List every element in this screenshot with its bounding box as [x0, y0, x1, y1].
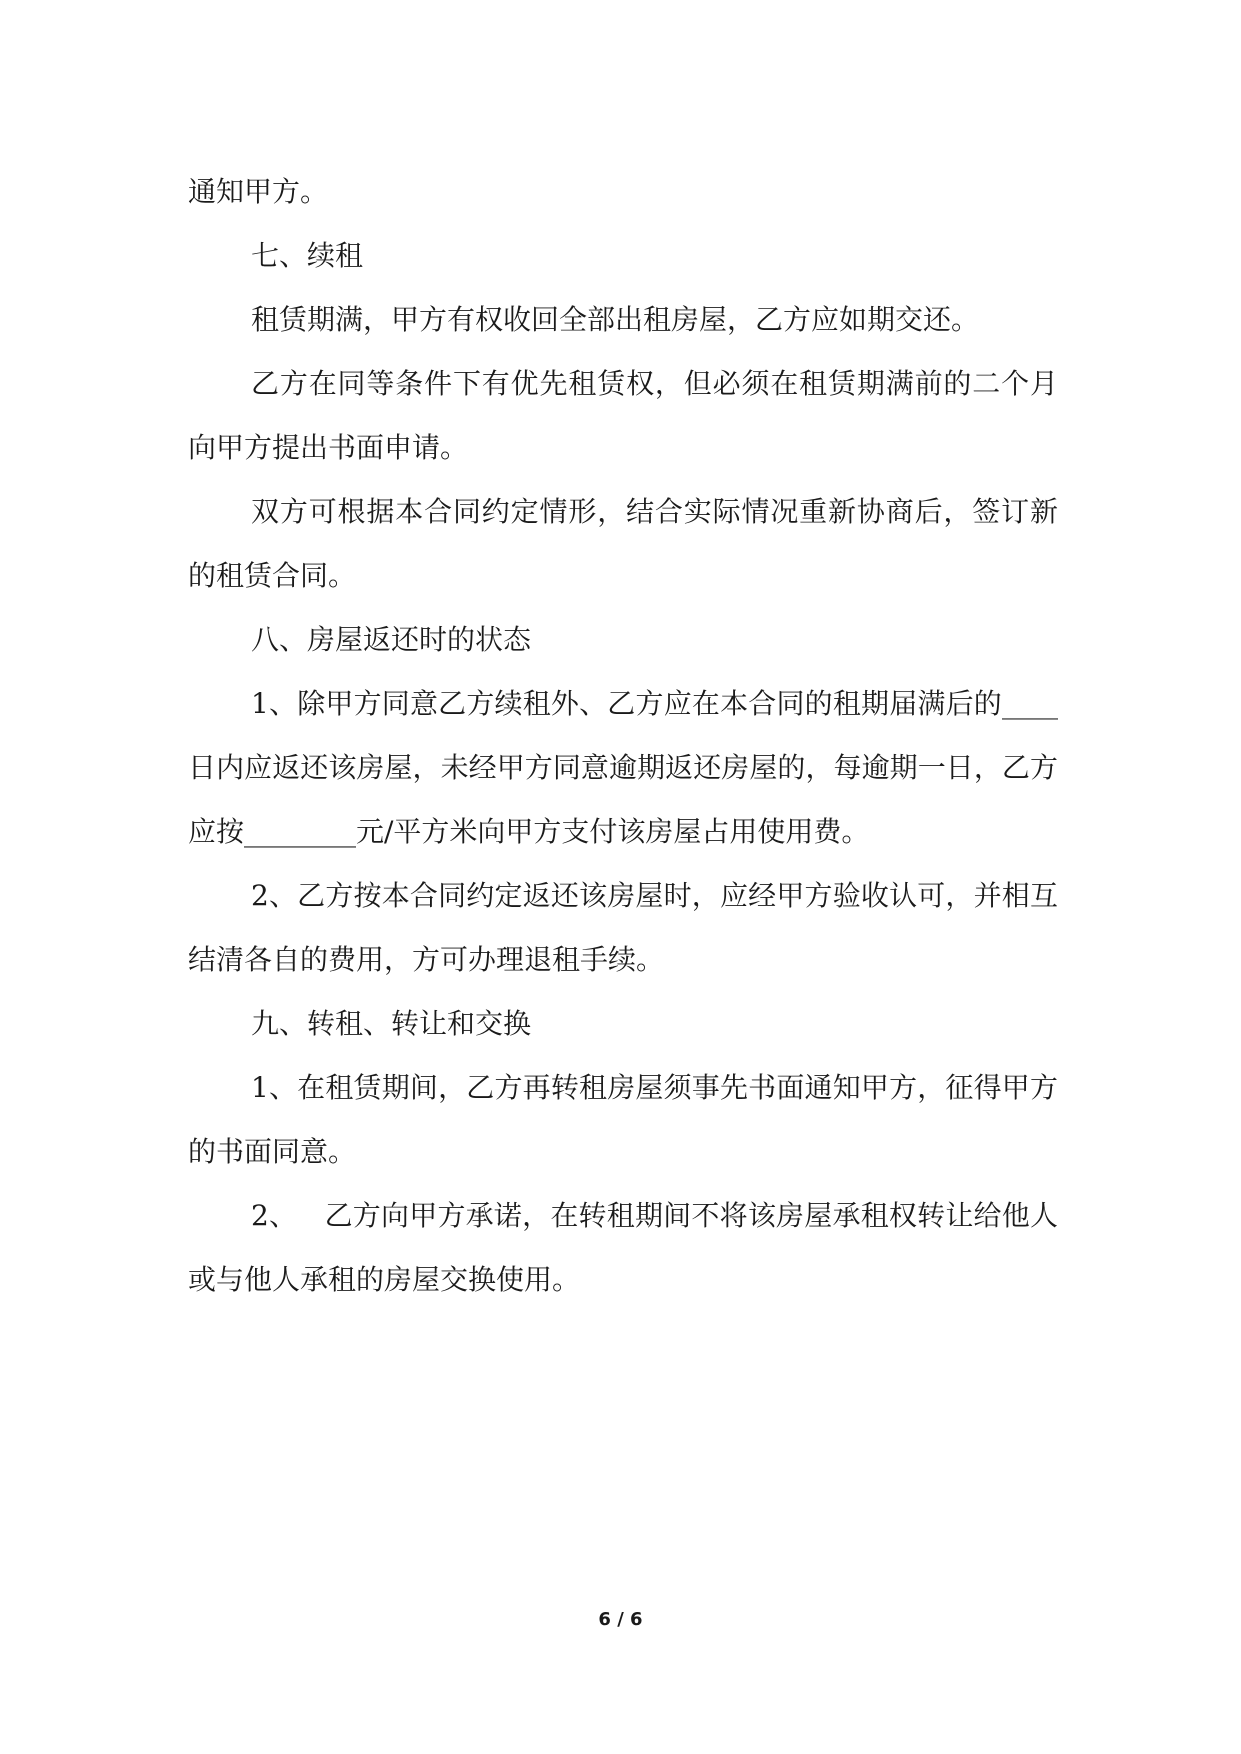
section-heading: 九、转租、转让和交换: [251, 1007, 532, 1040]
page-number: 6 / 6: [598, 1609, 643, 1630]
paragraph: 1、除甲方同意乙方续租外、乙方应在本合同的租期届满后的____日内应返还该房屋，未经甲方同意逾期返还房屋的，每逾期一日，乙方应按________元/平方米向甲方支付该房屋占用使用费。: [188, 687, 1058, 848]
paragraph: 乙方在同等条件下有优先租赁权，但必须在租赁期满前的二个月向甲方提出书面申请。: [188, 367, 1058, 464]
document-body: [188, 160, 1058, 1312]
section-heading: 八、房屋返还时的状态: [251, 623, 532, 656]
section-heading: 七、续租: [251, 239, 364, 272]
paragraph: 通知甲方。: [188, 175, 329, 208]
paragraph: 双方可根据本合同约定情形，结合实际情况重新协商后，签订新的租赁合同。: [188, 495, 1058, 592]
paragraph: 租赁期满，甲方有权收回全部出租房屋，乙方应如期交还。: [251, 303, 980, 336]
paragraph: 2、乙方按本合同约定返还该房屋时，应经甲方验收认可，并相互结清各自的费用，方可办理退租手续。: [188, 879, 1058, 976]
paragraph: 1、在租赁期间，乙方再转租房屋须事先书面通知甲方，征得甲方的书面同意。: [188, 1071, 1058, 1168]
paragraph: 2、 乙方向甲方承诺，在转租期间不将该房屋承租权转让给他人或与他人承租的房屋交换使用。: [188, 1199, 1058, 1296]
